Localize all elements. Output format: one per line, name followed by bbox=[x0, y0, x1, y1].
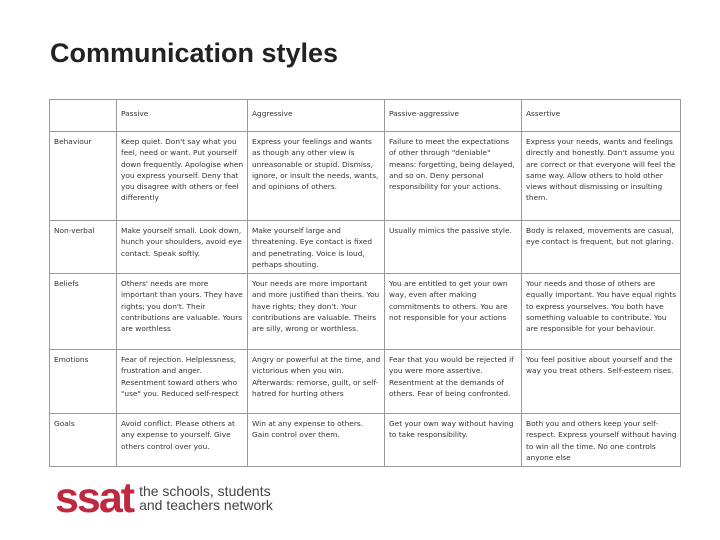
table-cell: Make yourself large and threatening. Eye contact is fixed and penetrating. Voice is loud, perhaps shouting. bbox=[248, 221, 385, 274]
row-label: Emotions bbox=[50, 350, 117, 414]
row-label: Goals bbox=[50, 414, 117, 467]
header-cell-empty bbox=[50, 100, 117, 132]
table-cell: Fear that you would be rejected if you were more assertive. Resentment at the demands of others. Fear of being confronted. bbox=[385, 350, 522, 414]
communication-styles-table bbox=[49, 99, 681, 467]
table-cell: Express your feelings and wants as though any other view is unreasonable or stupid. Dismiss, ignore, or insult the needs, wants, and opinions of others. bbox=[248, 132, 385, 221]
table-cell: Keep quiet. Don't say what you feel, need or want. Put yourself down frequently. Apologise when you express yourself. Deny that you disagree with others or feel differently bbox=[117, 132, 248, 221]
table-cell: Usually mimics the passive style. bbox=[385, 221, 522, 274]
slide-title: Communication styles bbox=[50, 38, 339, 68]
table-cell: Failure to meet the expectations of other through "deniable" means: forgetting, being delayed, and so on. Deny personal responsibility for your actions. bbox=[385, 132, 522, 221]
header-cell-aggressive: Aggressive bbox=[248, 100, 385, 132]
table-row bbox=[50, 221, 681, 274]
table-cell: You feel positive about yourself and the way you treat others. Self-esteem rises. bbox=[522, 350, 681, 414]
logo-tagline-line1: the schools, students bbox=[139, 483, 271, 499]
table-cell: Get your own way without having to take responsibility. bbox=[385, 414, 522, 467]
table-cell: Your needs are more important and more justified than theirs. You have rights; they don't. Your contributions are valuable. Theirs are silly, wrong or worthless. bbox=[248, 274, 385, 350]
logo-tagline-line2: and teachers network bbox=[139, 497, 273, 513]
table-cell: Angry or powerful at the time, and victorious when you win. Afterwards: remorse, guilt, or self-hatred for hurting others bbox=[248, 350, 385, 414]
table-cell: You are entitled to get your own way, even after making commitments to others. You are not responsible for your actions bbox=[385, 274, 522, 350]
header-cell-passive: Passive bbox=[117, 100, 248, 132]
table-cell: Others' needs are more important than yours. They have rights; you don't. Their contributions are valuable. Yours are worthless bbox=[117, 274, 248, 350]
table-header-row bbox=[50, 100, 681, 132]
ssat-logo bbox=[55, 474, 273, 522]
logo-mark: ssat bbox=[55, 474, 134, 522]
row-label: Non-verbal bbox=[50, 221, 117, 274]
row-label: Beliefs bbox=[50, 274, 117, 350]
table-row bbox=[50, 274, 681, 350]
table-row bbox=[50, 132, 681, 221]
table-row bbox=[50, 350, 681, 414]
header-cell-assertive: Assertive bbox=[522, 100, 681, 132]
table-cell: Make yourself small. Look down, hunch your shoulders, avoid eye contact. Speak softly. bbox=[117, 221, 248, 274]
table-cell: Fear of rejection. Helplessness, frustration and anger. Resentment toward others who "use" you. Reduced self-respect bbox=[117, 350, 248, 414]
row-label: Behaviour bbox=[50, 132, 117, 221]
table-cell: Win at any expense to others. Gain control over them. bbox=[248, 414, 385, 467]
table-cell: Body is relaxed, movements are casual, eye contact is frequent, but not glaring. bbox=[522, 221, 681, 274]
table-cell: Avoid conflict. Please others at any expense to yourself. Give others control over you. bbox=[117, 414, 248, 467]
logo-tagline bbox=[139, 484, 273, 512]
table-cell: Both you and others keep your self-respect. Express yourself without having to win all the time. No one controls anyone else bbox=[522, 414, 681, 467]
table-row bbox=[50, 414, 681, 467]
header-cell-passive-aggressive: Passive-aggressive bbox=[385, 100, 522, 132]
table-cell: Express your needs, wants and feelings directly and honestly. Don't assume you are correct or that everyone will feel the same way. Allow others to hold other views without dismissing or insulting them. bbox=[522, 132, 681, 221]
table-cell: Your needs and those of others are equally important. You have equal rights to express yourselves. You both have something valuable to contribute. You are responsible for your behaviour. bbox=[522, 274, 681, 350]
